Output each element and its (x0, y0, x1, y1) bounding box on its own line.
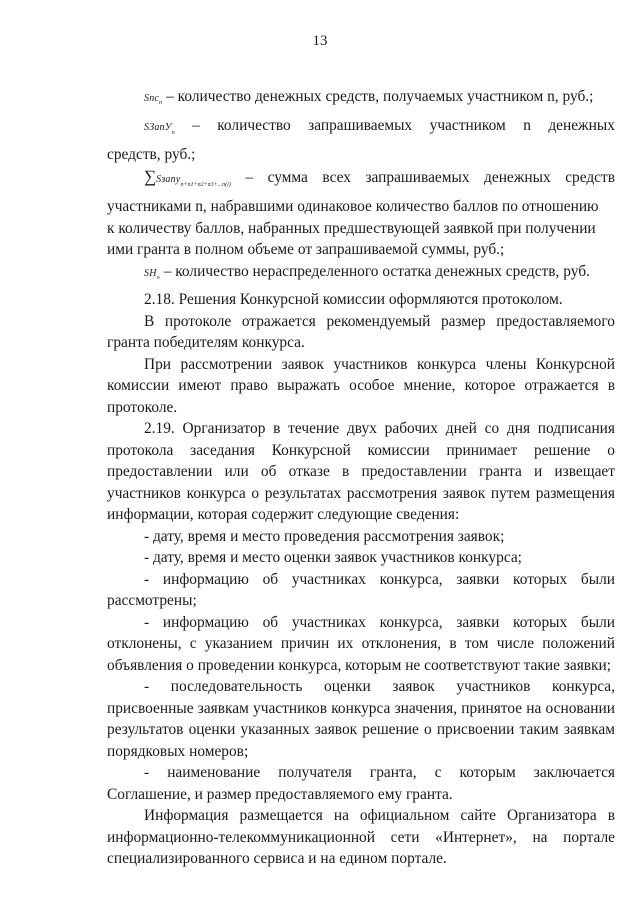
definition-3-line-2: участниками n, набравшими одинаковое количество баллов по отношению (107, 198, 599, 216)
list-item: - информацию об участниках конкурса, заявки которых были отклонены, с указанием причин их отклонения, в том числе положений объявления о проведении конкурса, которым не соответствуют такие заявки; (107, 613, 615, 674)
closing-paragraph: Информация размещается на официальном сайте Организатора в информационно-телекоммуникационной сети «Интернет», на портале специализированного сервиса и на едином портале. (107, 807, 615, 868)
list-item: - информацию об участниках конкурса, заявки которых были рассмотрены; (107, 570, 615, 610)
definition-3-line-4: ими гранта в полном объеме от запрашиваемой суммы, руб.; (107, 241, 505, 259)
definition-text: – количество денежных средств, получаемых участником n, руб.; (166, 88, 594, 105)
document-body (107, 86, 615, 870)
page-number: 13 (312, 33, 328, 49)
formula-symbol: Sпс$_n$ (144, 93, 163, 106)
definition-4 (107, 261, 615, 290)
section-2-18: 2.18. Решения Конкурсной комиссии оформляются протоколом. (144, 291, 563, 309)
definition-1 (107, 86, 615, 115)
list-item: - дату, время и место проведения рассмотрения заявок; (144, 527, 505, 545)
section-2-18-paragraph-2: При рассмотрении заявок участников конкурса члены Конкурсной комиссии имеют право выражать особое мнение, которое отражается в протоколе. (107, 355, 615, 416)
definition-3-line-3: к количеству баллов, набранных предшествующей заявкой при получении (107, 219, 596, 237)
section-2-18-paragraph-1: В протоколе отражается рекомендуемый размер предоставляемого гранта победителям конкурса. (107, 312, 615, 352)
formula-symbol: SЗапУ$_n$ (144, 121, 175, 136)
formula-symbol: $SН_o$ (144, 267, 160, 281)
definition-3: ∑Sзапу$_{n+n1+n2+n3+...n(i)}$ – сумма всех запрашиваемых денежных средств (107, 166, 615, 197)
list-item: - последовательность оценки заявок участников конкурса, присвоенные заявкам участников конкурса значения, принятое на основании результатов оценки указанных заявок решение о присвоении таким заявкам порядковых номеров; (107, 678, 615, 760)
definition-text: – количество нераспределенного остатка денежных средств, руб. (163, 262, 590, 280)
formula-symbol: ∑Sзапу$_{n+n1+n2+n3+...n(i)}$ (144, 166, 231, 188)
list-item: - дату, время и место оценки заявок участников конкурса; (144, 549, 522, 567)
definition-2-continued: средств, руб.; (107, 146, 196, 164)
definition-2: SЗапУ$_n$ – количество запрашиваемых участником n денежных (107, 115, 615, 145)
list-item: - наименование получателя гранта, с которым заключается Соглашение, и размер предоставляемого ему гранта. (107, 764, 615, 803)
section-2-19: 2.19. Организатор в течение двух рабочих дней со дня подписания протокола заседания Конкурсной комиссии принимает решение о предоставлении или об отказе в предоставлении гранта и извещает участников конкурса о результатах рассмотрения заявок путем размещения информации, которая содержит следующие сведения: (107, 420, 615, 524)
